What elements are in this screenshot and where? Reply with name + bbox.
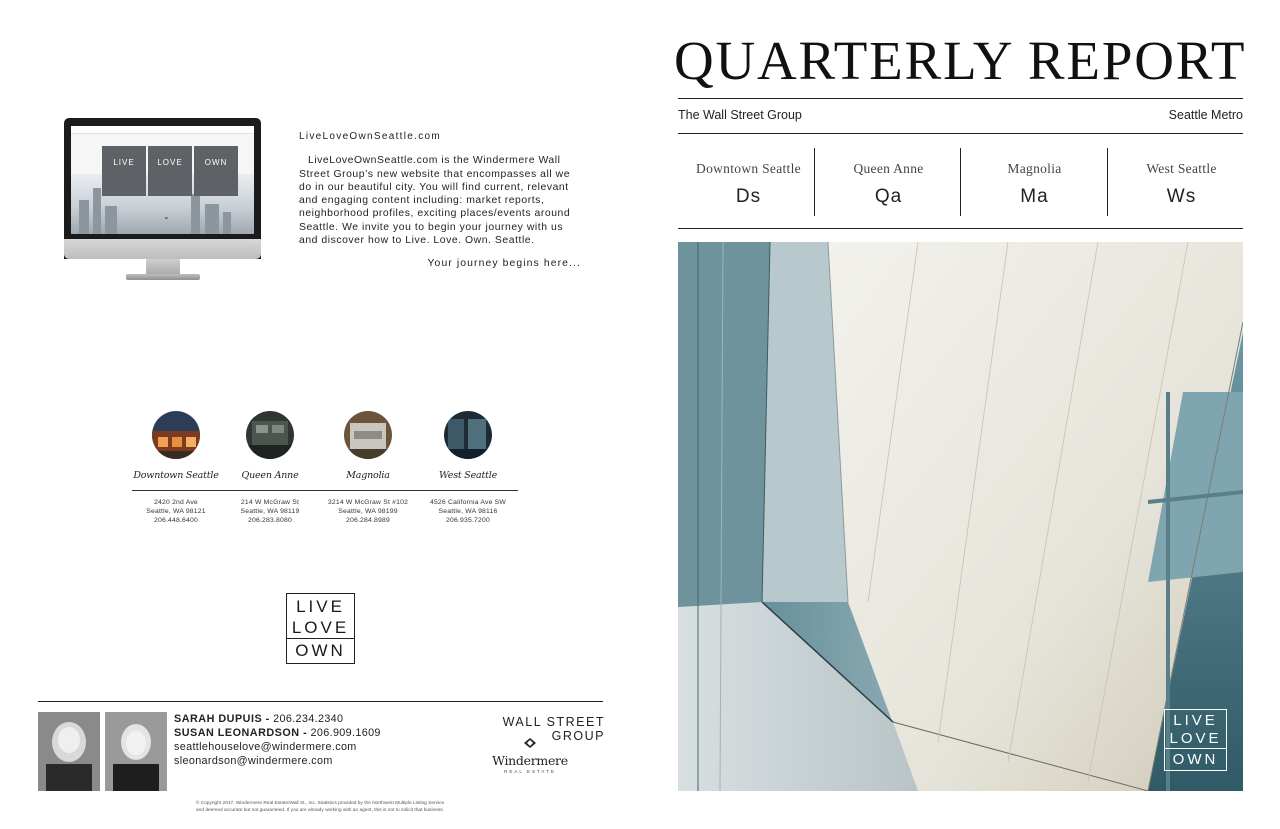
agent-photo-susan [105, 712, 167, 791]
office-phone: 206.283.8080 [248, 517, 292, 525]
office-city: Seattle, WA 98199 [338, 508, 398, 516]
office-street: 4526 California Ave SW [429, 499, 507, 506]
neighborhood-abbr: Ma [1020, 186, 1049, 207]
agent-name: SUSAN LEONARDSON - [174, 727, 308, 739]
agent-contacts [174, 712, 381, 768]
neighborhood-index [678, 148, 1243, 216]
neighborhood-west-seattle[interactable] [1113, 148, 1250, 216]
office-photo [444, 411, 492, 459]
agent-sarah [174, 712, 381, 726]
office-city: Seattle, WA 98121 [146, 508, 206, 516]
website-link[interactable]: LiveLoveOwnSeattle.com [299, 131, 441, 142]
agent-photo-sarah [38, 712, 100, 791]
agent-phone: 206.909.1609 [310, 727, 381, 739]
agent-name: SARAH DUPUIS - [174, 713, 270, 725]
footer-divider [38, 701, 603, 702]
office-city: Seattle, WA 98119 [240, 508, 300, 516]
office-street: 2420 2nd Ave [154, 499, 198, 506]
website-monitor [64, 118, 261, 282]
office-magnolia [320, 411, 416, 526]
windermere-tag: REAL ESTATE [504, 769, 556, 774]
neighborhood-name: West Seattle [1146, 161, 1217, 176]
office-west-seattle [420, 411, 516, 526]
group-name: The Wall Street Group [678, 108, 802, 122]
agent-phone: 206.234.2340 [273, 713, 344, 725]
office-downtown-seattle [128, 411, 224, 526]
website-tile-live: LIVE [102, 146, 146, 196]
website-tile-own: OWN [194, 146, 238, 196]
neighborhood-abbr: Ws [1166, 186, 1197, 207]
copyright-notice [160, 800, 480, 814]
live-love-own-logo [286, 593, 355, 664]
agent-susan [174, 726, 381, 740]
page-title: QUARTERLY REPORT [674, 30, 1247, 91]
office-address [128, 498, 224, 526]
logo-live: LIVE [296, 597, 345, 616]
neighborhood-divider [1107, 148, 1108, 216]
monitor-foot [126, 274, 200, 280]
office-photo [246, 411, 294, 459]
neighborhood-queen-anne[interactable] [820, 148, 957, 216]
region-name: Seattle Metro [1168, 108, 1243, 122]
website-description: LiveLoveOwnSeattle.com is the Windermere Wall Street Group’s new website that encompasses all we do in our beautiful city. You will find current, relevant and engaging content including: market reports, neighborhood profiles, exciting places/events around Seattle. We invite you to begin your journey with us and discover how to Live. Love. Own. Seattle. [299, 155, 571, 247]
office-address [320, 498, 416, 526]
title-rule [678, 98, 1243, 99]
report-subtitle [678, 108, 1243, 122]
neighborhood-downtown-seattle[interactable] [680, 148, 817, 216]
website-cta: Your journey begins here... [427, 258, 581, 270]
office-phone: 206.284.8989 [346, 517, 390, 525]
badge-live: LIVE [1173, 712, 1218, 729]
website-blurb [299, 130, 581, 271]
office-photo [152, 411, 200, 459]
monitor-stand [146, 259, 180, 275]
windermere-emblem-icon [524, 738, 536, 748]
office-address [222, 498, 318, 526]
office-name: Downtown Seattle [133, 470, 219, 481]
monitor-chin [64, 239, 261, 259]
office-street: 214 W McGraw St [240, 499, 300, 506]
office-queen-anne [222, 411, 318, 526]
website-screenshot [71, 126, 254, 234]
windermere-name: Windermere [492, 753, 568, 768]
neighborhood-name: Queen Anne [853, 161, 924, 176]
copyright-line: and deemed accurate but not guaranteed. If you are already working with an agent, this is not to solicit that business. [196, 808, 444, 813]
neighborhood-name: Magnolia [1007, 161, 1062, 176]
office-photo [344, 411, 392, 459]
office-divider [132, 490, 518, 491]
neighborhood-divider [960, 148, 961, 216]
neighborhood-name: Downtown Seattle [696, 161, 801, 176]
neighborhood-divider [814, 148, 815, 216]
office-name: Magnolia [346, 470, 390, 481]
logo-own: OWN [287, 638, 354, 663]
badge-own: OWN [1165, 748, 1226, 770]
cover-photo [678, 242, 1243, 791]
agent-email[interactable]: seattlehouselove@windermere.com [174, 741, 357, 753]
office-name: West Seattle [438, 470, 497, 481]
subtitle-rule [678, 133, 1243, 134]
office-street: 3214 W McGraw St #102 [327, 499, 409, 506]
agent-email[interactable]: sleonardson@windermere.com [174, 755, 333, 767]
office-phone: 206.935.7200 [446, 517, 490, 525]
website-navbar [71, 126, 254, 134]
copyright-line: © Copyright 2017, Windermere Real Estate/Wall St., Inc. Statistics provided by the Northwest Multiple Listing Service [195, 801, 445, 806]
live-love-own-badge [1164, 709, 1227, 771]
website-tile-love: LOVE [148, 146, 192, 196]
windermere-logo [488, 735, 572, 774]
office-address [420, 498, 516, 526]
neighborhood-rule [678, 228, 1243, 229]
neighborhood-abbr: Ds [735, 186, 762, 207]
logo-love: LOVE [291, 618, 350, 637]
neighborhood-abbr: Qa [874, 186, 903, 207]
wall-street-group-label: WALL STREET GROUP [502, 715, 605, 743]
badge-love: LOVE [1169, 730, 1222, 747]
office-phone: 206.448.6400 [154, 517, 198, 525]
chevron-down-icon: ⌄ [163, 212, 170, 221]
neighborhood-magnolia[interactable] [966, 148, 1103, 216]
office-name: Queen Anne [241, 470, 299, 481]
office-city: Seattle, WA 98116 [438, 508, 498, 516]
